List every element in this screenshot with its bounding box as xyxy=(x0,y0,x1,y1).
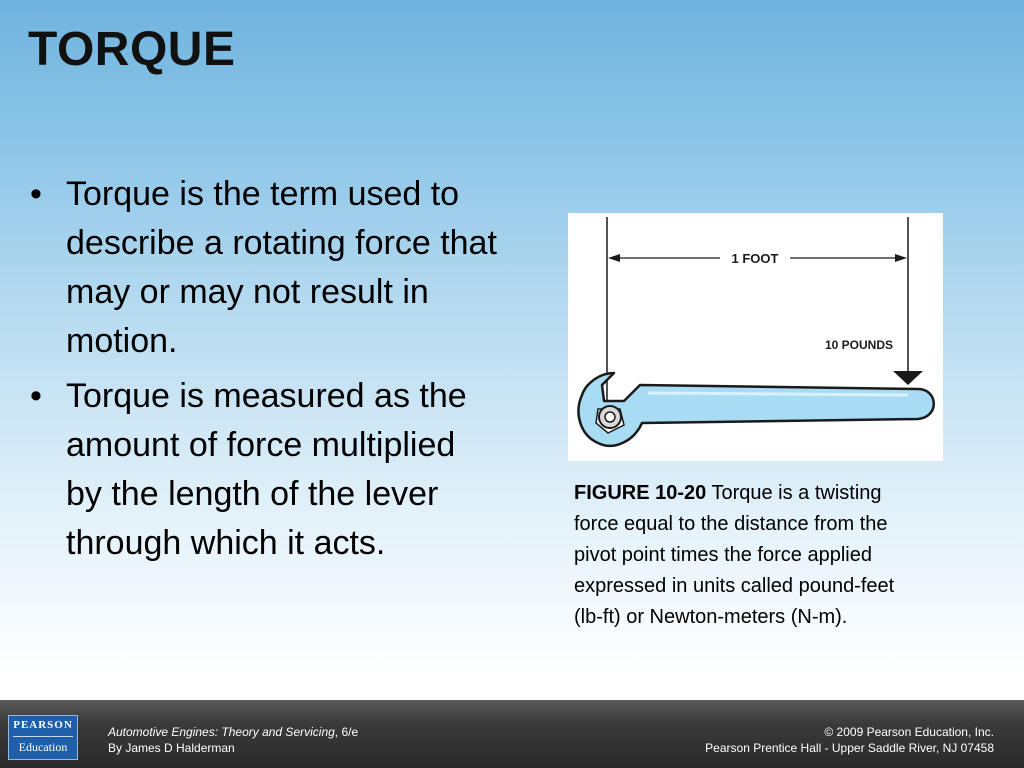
bullet-item xyxy=(30,170,500,366)
book-title: Automotive Engines: Theory and Servicing xyxy=(108,725,335,739)
wrench-icon xyxy=(579,373,934,446)
handle-highlight xyxy=(648,393,908,395)
footer-book-info xyxy=(108,724,358,756)
figure-caption xyxy=(574,478,909,633)
force-label: 10 POUNDS xyxy=(824,338,894,352)
right-arrowhead-icon xyxy=(895,254,907,262)
bullet-text: Torque is measured as the amount of force multiplied by the length of the lever through which it acts. xyxy=(66,377,467,562)
book-author: By James D Halderman xyxy=(108,741,235,755)
book-edition: , 6/e xyxy=(334,725,359,739)
bullet-list xyxy=(30,170,500,574)
publisher-text: Pearson Prentice Hall - Upper Saddle River, NJ 07458 xyxy=(705,741,994,755)
footer-bar xyxy=(0,700,1024,768)
force-arrow-icon xyxy=(893,371,923,385)
bullet-icon: • xyxy=(30,175,42,213)
distance-label: 1 FOOT xyxy=(731,251,779,266)
logo-bottom-text: Education xyxy=(18,740,68,754)
figure-number: FIGURE 10-20 xyxy=(574,482,707,504)
bullet-text: Torque is the term used to describe a rotating force that may or may not result in motion. xyxy=(66,175,497,360)
caption-text: Torque is a twisting force equal to the distance from the pivot point times the force applied expressed in units called pound-feet (lb-ft) or Newton-meters (N-m). xyxy=(574,482,895,628)
logo-top-text: PEARSON xyxy=(13,719,73,731)
wrench-figure xyxy=(568,213,943,461)
logo-divider xyxy=(13,736,73,737)
slide-title: TORQUE xyxy=(28,23,236,76)
copyright-text: © 2009 Pearson Education, Inc. xyxy=(824,725,994,739)
left-arrowhead-icon xyxy=(608,254,620,262)
footer-publisher-info xyxy=(705,724,994,756)
bullet-item xyxy=(30,372,500,568)
pearson-logo xyxy=(8,715,78,760)
bolt-center-icon xyxy=(605,412,615,422)
wrench-diagram xyxy=(568,213,943,461)
bullet-icon: • xyxy=(30,377,42,415)
